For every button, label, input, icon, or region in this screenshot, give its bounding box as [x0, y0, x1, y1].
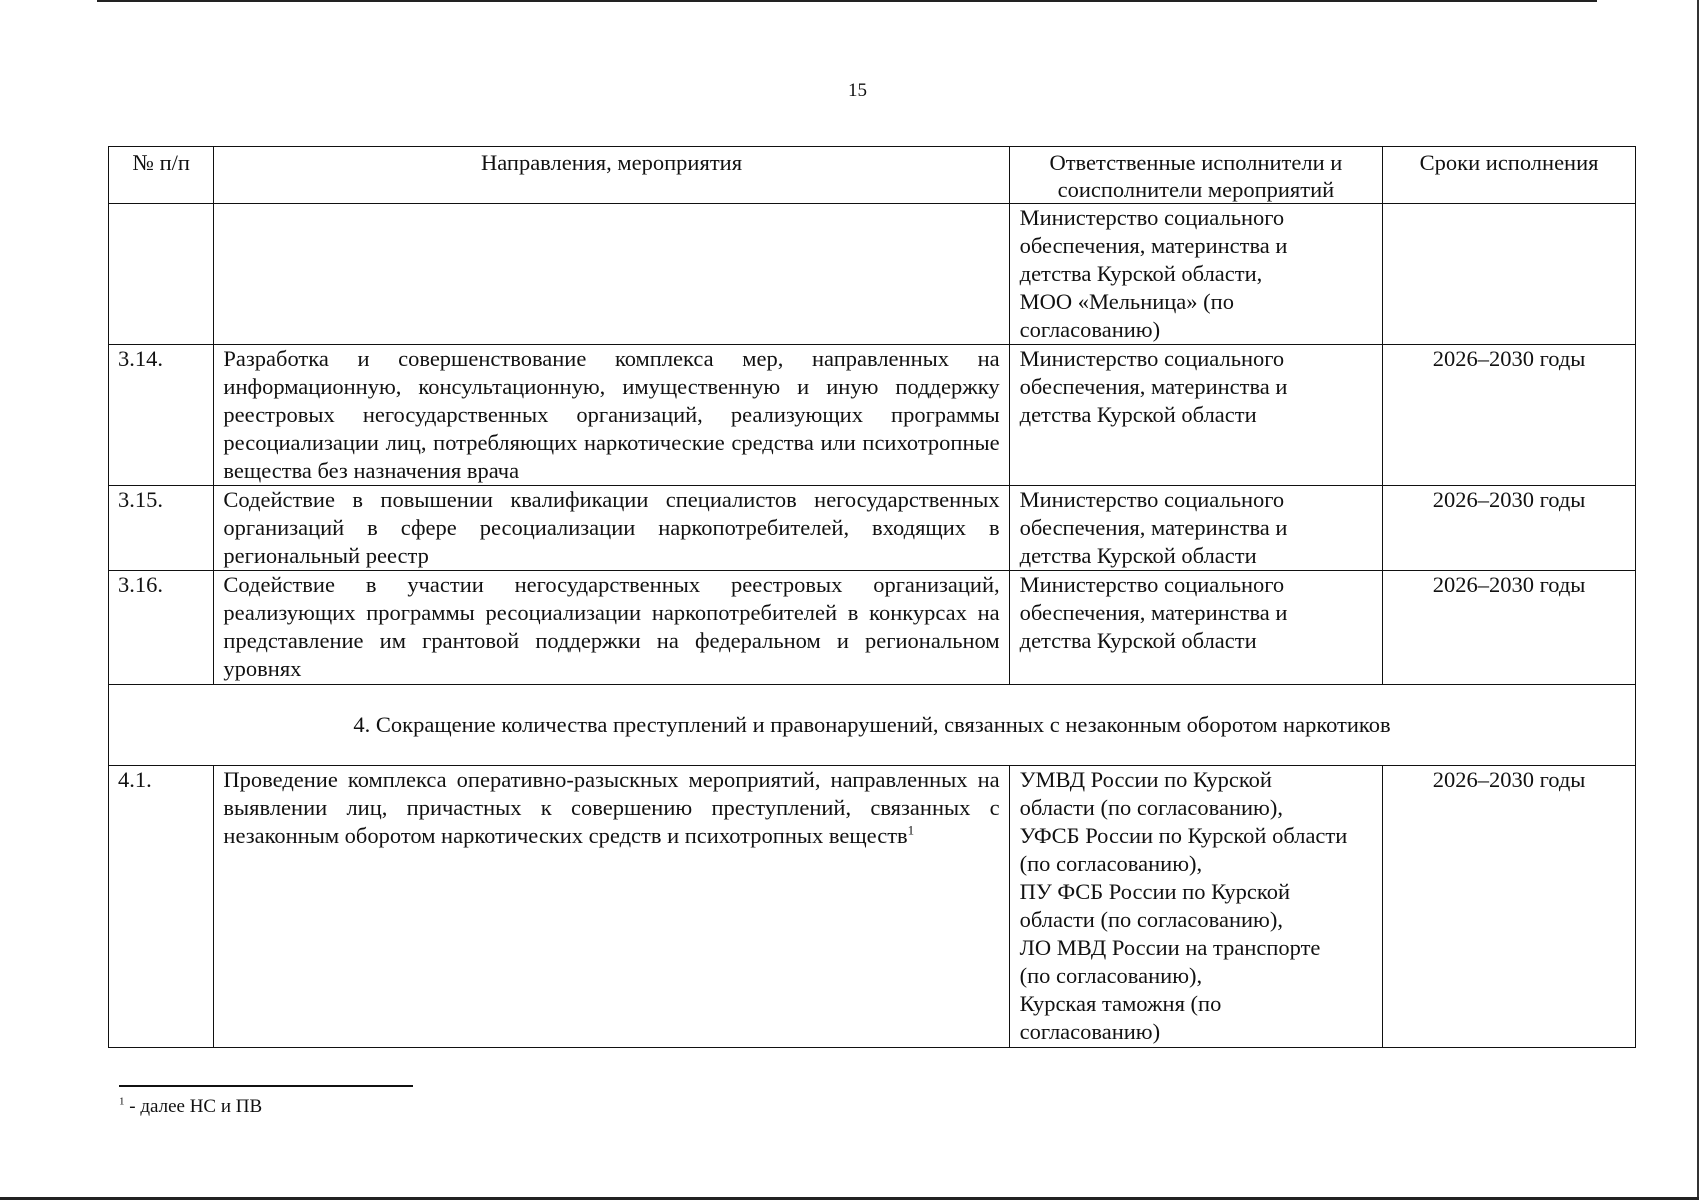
- table-row-3-15: [109, 486, 1636, 571]
- responsible-line: области (по согласованию),: [1019, 907, 1283, 932]
- footnote-mark: 1: [119, 1095, 125, 1108]
- section-heading: 4. Сокращение количества преступлений и правонарушений, связанных с незаконным оборотом наркотиков: [109, 685, 1636, 766]
- responsible-line: детства Курской области: [1019, 543, 1257, 568]
- cell-term: 2026–2030 годы: [1383, 766, 1636, 1048]
- cell-activity: [214, 766, 1009, 1048]
- header-responsible: Ответственные исполнители и соисполнители мероприятий: [1009, 147, 1383, 204]
- footnote-separator: [119, 1085, 413, 1087]
- responsible-line: обеспечения, материнства и: [1019, 515, 1288, 540]
- responsible-line: Министерство социального: [1019, 205, 1285, 230]
- cell-activity: Содействие в участии негосударственных реестровых организаций, реализующих программы ресоциализации наркопотребителей в конкурсах на представление им грантовой поддержки на федеральном и региональном уровнях: [214, 571, 1009, 685]
- responsible-line: области (по согласованию),: [1019, 795, 1283, 820]
- measures-table: [108, 146, 1636, 1048]
- header-activity: Направления, мероприятия: [214, 147, 1009, 204]
- responsible-line: обеспечения, материнства и: [1019, 600, 1288, 625]
- cell-term: 2026–2030 годы: [1383, 486, 1636, 571]
- table-header-row: [109, 147, 1636, 204]
- cell-responsible: [1009, 486, 1383, 571]
- footnote-reference: 1: [907, 822, 915, 838]
- responsible-line: Министерство социального: [1019, 572, 1285, 597]
- responsible-line: УМВД России по Курской: [1019, 767, 1272, 792]
- section-heading-row: [109, 685, 1636, 766]
- header-term: Сроки исполнения: [1383, 147, 1636, 204]
- responsible-line: обеспечения, материнства и: [1019, 233, 1288, 258]
- responsible-line: УФСБ России по Курской области: [1019, 823, 1348, 848]
- cell-term: 2026–2030 годы: [1383, 571, 1636, 685]
- cell-activity: [214, 204, 1009, 345]
- cell-num: 4.1.: [109, 766, 214, 1048]
- responsible-line: обеспечения, материнства и: [1019, 374, 1288, 399]
- cell-term: 2026–2030 годы: [1383, 345, 1636, 486]
- cell-responsible: [1009, 345, 1383, 486]
- responsible-line: Министерство социального: [1019, 487, 1285, 512]
- page-number: 15: [848, 80, 867, 101]
- cell-num: 3.15.: [109, 486, 214, 571]
- cell-num: 3.14.: [109, 345, 214, 486]
- responsible-line: ПУ ФСБ России по Курской: [1019, 879, 1290, 904]
- responsible-line: (по согласованию),: [1019, 851, 1203, 876]
- cell-term: [1383, 204, 1636, 345]
- header-num: № п/п: [109, 147, 214, 204]
- table-row-continuation: [109, 204, 1636, 345]
- cell-activity: Содействие в повышении квалификации специалистов негосударственных организаций в сфере ресоциализации наркопотребителей, входящих в региональный реестр: [214, 486, 1009, 571]
- cell-responsible: [1009, 766, 1383, 1048]
- table-row-3-16: [109, 571, 1636, 685]
- responsible-line: детства Курской области: [1019, 402, 1257, 427]
- responsible-line: МОО «Мельница» (по: [1019, 289, 1234, 314]
- responsible-line: детства Курской области: [1019, 628, 1257, 653]
- responsible-line: согласованию): [1019, 317, 1161, 342]
- cell-num: [109, 204, 214, 345]
- responsible-line: Министерство социального: [1019, 346, 1285, 371]
- footnote-text: - далее НС и ПВ: [124, 1096, 263, 1117]
- footnote: [119, 1096, 262, 1118]
- responsible-line: ЛО МВД России на транспорте: [1019, 935, 1321, 960]
- activity-text: Проведение комплекса оперативно-разыскных мероприятий, направленных на выявлении лиц, причастных к совершению преступлений, связанных с незаконным оборотом наркотических средств и психотропных веществ: [223, 767, 1000, 848]
- responsible-line: согласованию): [1019, 1019, 1161, 1044]
- top-border-line: [97, 0, 1597, 2]
- cell-num: 3.16.: [109, 571, 214, 685]
- cell-responsible: [1009, 571, 1383, 685]
- responsible-line: Курская таможня (по: [1019, 991, 1222, 1016]
- table-row-3-14: [109, 345, 1636, 486]
- cell-activity: Разработка и совершенствование комплекса мер, направленных на информационную, консультационную, имущественную и иную поддержку реестровых негосударственных организаций, реализующих программы ресоциализации лиц, потребляющих наркотические средства или психотропные вещества без назначения врача: [214, 345, 1009, 486]
- cell-responsible: [1009, 204, 1383, 345]
- responsible-line: (по согласованию),: [1019, 963, 1203, 988]
- table-row-4-1: [109, 766, 1636, 1048]
- responsible-line: детства Курской области,: [1019, 261, 1263, 286]
